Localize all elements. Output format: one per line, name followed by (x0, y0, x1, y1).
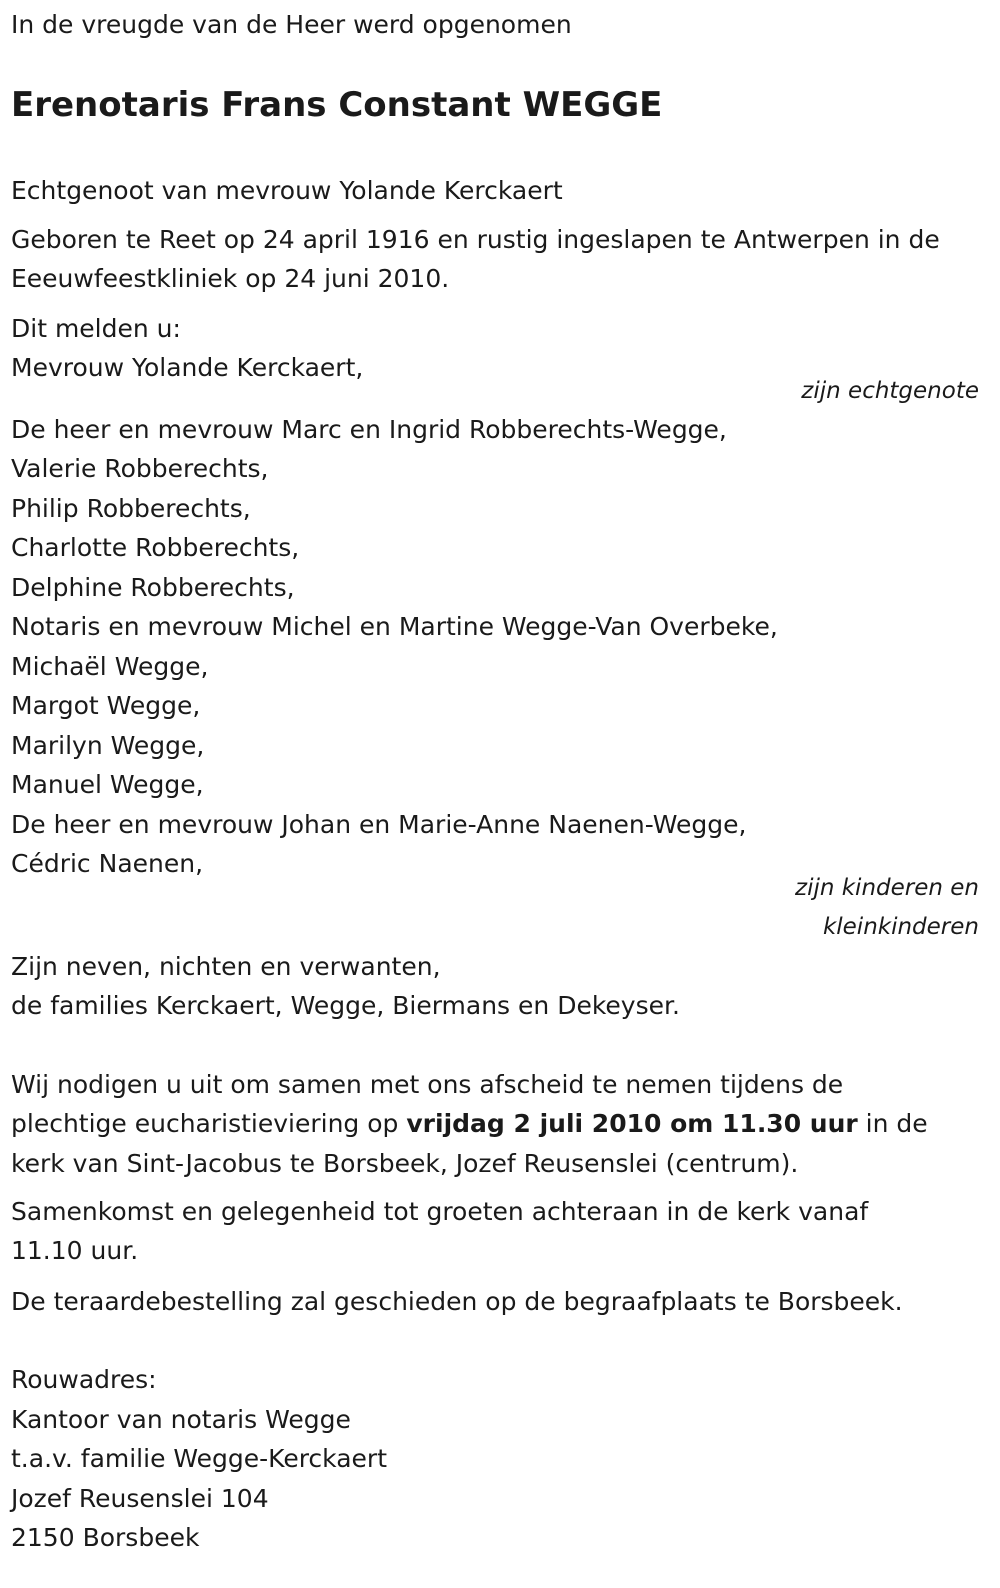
child-line: Manuel Wegge, (11, 770, 204, 799)
invite-line-3: kerk van Sint-Jacobus te Borsbeek, Jozef Reusenslei (centrum). (11, 1149, 799, 1178)
address-line: t.a.v. familie Wegge-Kerckaert (11, 1444, 388, 1473)
child-line: Delphine Robberechts, (11, 573, 295, 602)
address-label: Rouwadres: (11, 1365, 157, 1394)
burial-text: De teraardebestelling zal geschieden op de begraafplaats te Borsbeek. (11, 1287, 903, 1316)
child-line: Philip Robberechts, (11, 494, 251, 523)
gathering-line-1: Samenkomst en gelegenheid tot groeten achteraan in de kerk vanaf (11, 1197, 869, 1226)
service-date: vrijdag 2 juli 2010 om 11.30 uur (406, 1109, 858, 1138)
children-role-2: kleinkinderen (822, 914, 979, 940)
relatives-line-1: Zijn neven, nichten en verwanten, (11, 952, 441, 981)
wife-name: Mevrouw Yolande Kerckaert, (11, 353, 364, 382)
invite-line-2-pre: plechtige eucharistieviering op (11, 1109, 407, 1138)
address-line: Kantoor van notaris Wegge (11, 1405, 351, 1434)
birth-line-1: Geboren te Reet op 24 april 1916 en rustig ingeslapen te Antwerpen in de (11, 225, 940, 254)
announce-text: Dit melden u: (11, 314, 181, 343)
relatives-line-2: de families Kerckaert, Wegge, Biermans en Dekeyser. (11, 991, 680, 1020)
child-line: Margot Wegge, (11, 691, 201, 720)
address-line: 2150 Borsbeek (11, 1523, 200, 1552)
spouse-line: Echtgenoot van mevrouw Yolande Kerckaert (11, 176, 563, 205)
wife-role: zijn echtgenote (801, 378, 979, 404)
invite-line-2-post: in de (857, 1109, 928, 1138)
child-line: De heer en mevrouw Marc en Ingrid Robberechts-Wegge, (11, 415, 727, 444)
child-line: Cédric Naenen, (11, 849, 204, 878)
child-line: Valerie Robberechts, (11, 454, 269, 483)
child-line: De heer en mevrouw Johan en Marie-Anne Naenen-Wegge, (11, 810, 747, 839)
child-line: Marilyn Wegge, (11, 731, 205, 760)
intro-text: In de vreugde van de Heer werd opgenomen (11, 10, 572, 39)
invite-line-2 (11, 1109, 928, 1139)
child-line: Notaris en mevrouw Michel en Martine Wegge-Van Overbeke, (11, 612, 778, 641)
deceased-name: Erenotaris Frans Constant WEGGE (11, 85, 663, 125)
birth-line-2: Eeeuwfeestkliniek op 24 juni 2010. (11, 264, 450, 293)
child-line: Michaël Wegge, (11, 652, 209, 681)
child-line: Charlotte Robberechts, (11, 533, 300, 562)
invite-line-1: Wij nodigen u uit om samen met ons afscheid te nemen tijdens de (11, 1070, 844, 1099)
gathering-line-2: 11.10 uur. (11, 1236, 139, 1265)
children-role-1: zijn kinderen en (795, 875, 979, 901)
address-line: Jozef Reusenslei 104 (11, 1484, 269, 1513)
